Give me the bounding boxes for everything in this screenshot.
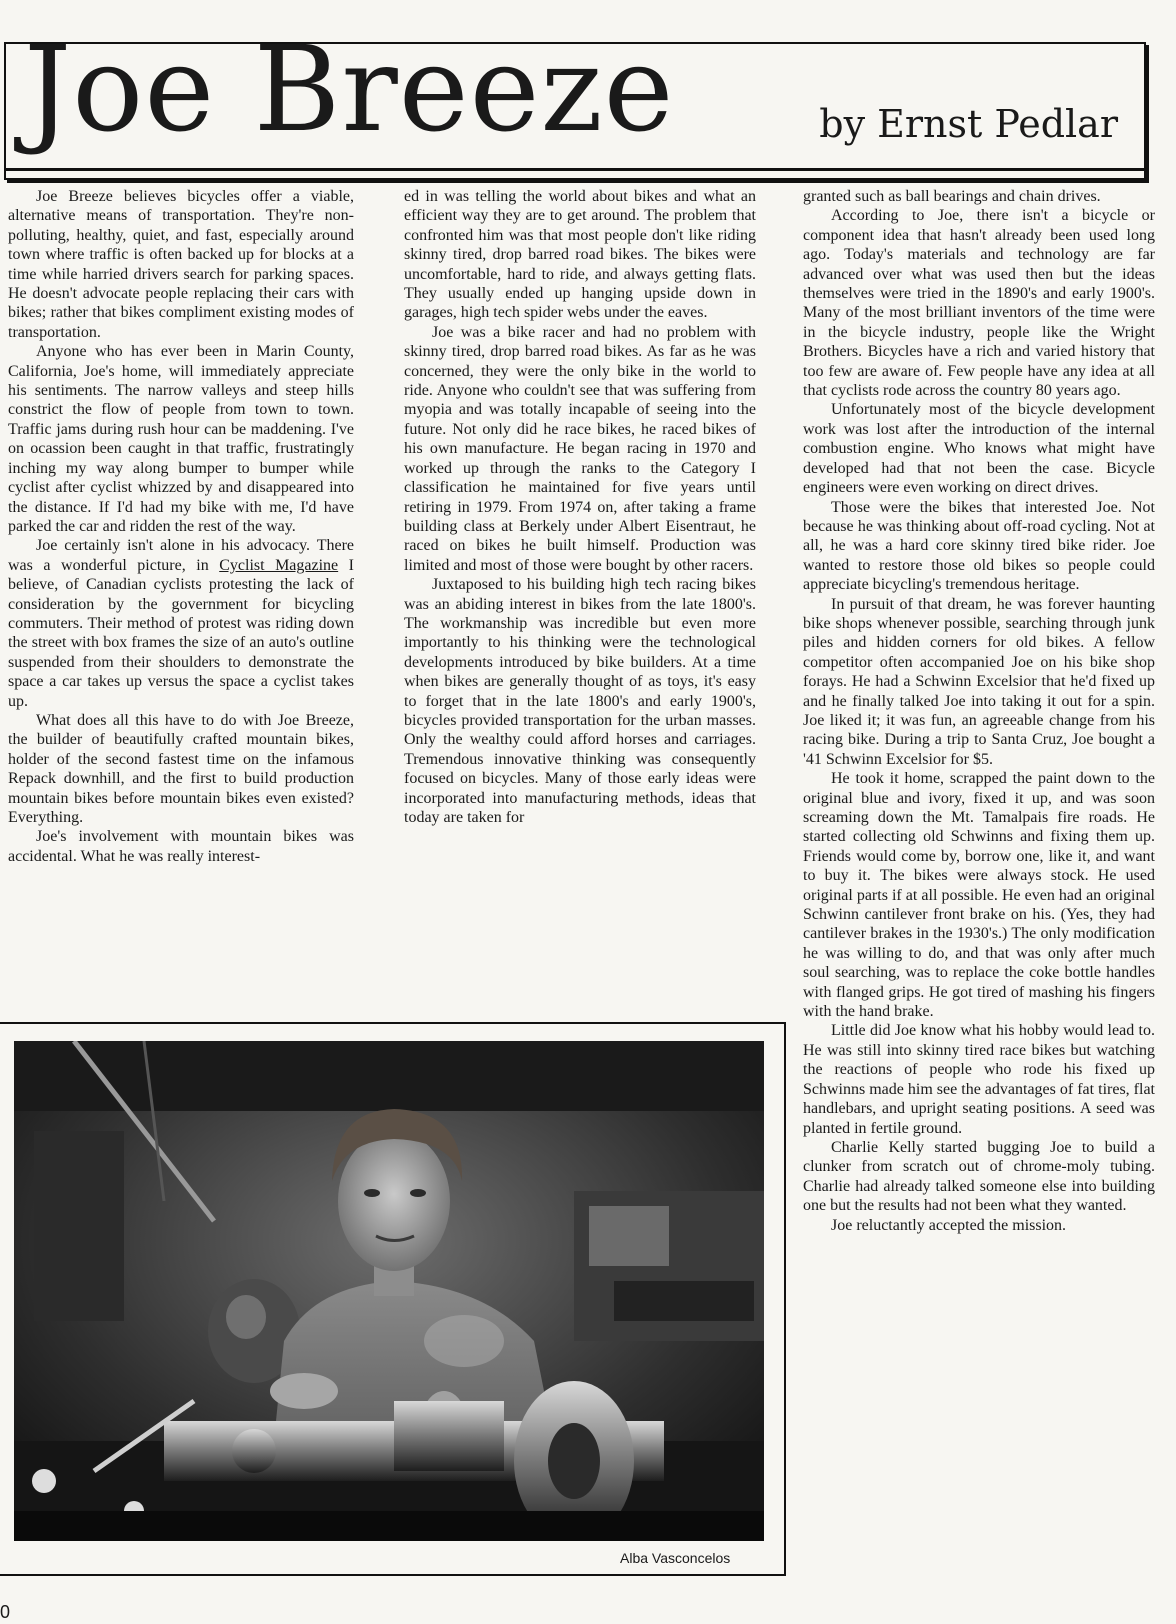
article-title: Joe Breeze — [24, 20, 675, 158]
paragraph: He took it home, scrapped the paint down to the original blue and ivory, fixed it up, and was soon screaming down the Mt. Tamalpais fire roads. He started collecting old Schwinns and fixing them up. Friends would come by, borrow one, like it, and want to buy it. The bikes were always stock. He used original parts if at all possible. He even had an original Schwinn cantilever front brake on his. (Yes, they had cantilever brakes in the 1930's.) The only modification he was willing to do, and that was only after much soul searching, was to replace the coke bottle handles with flanged grips. He got tired of mashing his fingers with the hand brake. — [803, 770, 1155, 1021]
paragraph: Joe reluctantly accepted the mission. — [831, 1216, 1067, 1234]
paragraph: In pursuit of that dream, he was forever haunting bike shops whenever possible, searching through junk piles and hidden corners for old bikes. A fellow competitor often accompanied Joe on his bike shop forays. He had a Schwinn Excelsior that he'd fixed up and he finally talked Joe into taking it out for a spin. Joe liked it; it was fun, an agreeable change from his racing bike. During a trip to Santa Cruz, Joe bought a '41 Schwinn Excelsior for $5. — [803, 595, 1155, 768]
paragraph: Anyone who has ever been in Marin County, California, Joe's home, will immediately appreciate his sentiments. The narrow valleys and steep hills constrict the flow of people from town to town. Traffic jams during rush hour can be maddening. I've on ocassion been caught in that traffic, frustratingly inching my way along bumper to bumper while cyclist after cyclist whizzed by and disappeared into the distance. If I'd had my bike with me, I'd have parked the car and ridden the rest of the way. — [8, 343, 354, 535]
magazine-name: Cyclist Magazine — [219, 556, 339, 574]
paragraph: granted such as ball bearings and chain drives. — [803, 188, 1101, 205]
paragraph-text: I believe, of Canadian cyclists protesting the lack of consideration by the government for bicycling commuters. Their method of protest was riding down the street with box frames the size of an auto's outline suspended from their shoulders to demonstrate the space a car takes up versus the space a cyclist takes up. — [8, 556, 354, 710]
paragraph: ed in was telling the world about bikes and what an efficient way they are to get around. The problem that confronted him was that most people don't like riding skinny tired, drop barred road bikes. The bikes were uncomfortable, hard to ride, and always getting flats. They usually ended up hanging upside down in garages, high tech spider webs under the eaves. — [404, 188, 756, 322]
article-header — [4, 20, 1146, 180]
paragraph: Joe's involvement with mountain bikes was accidental. What he was really interest- — [8, 828, 354, 865]
workshop-photo — [14, 1041, 764, 1541]
text-column-1 — [8, 187, 354, 997]
article-byline: by Ernst Pedlar — [819, 102, 1118, 146]
paragraph: Joe Breeze believes bicycles offer a viable, alternative means of transportation. They're non-polluting, healthy, quiet, and fast, especially around town where traffic is often backed up for blocks at a time while harried drivers search for parking spaces. He doesn't advocate people replacing their cars with bikes; rather that bikes compliment existing modes of transportation. — [8, 188, 354, 341]
paragraph: Charlie Kelly started bugging Joe to build a clunker from scratch out of chrome-moly tubing. Charlie had already talked someone else into building one but the results had not been what they wanted. — [803, 1138, 1155, 1215]
photo-illustration — [14, 1041, 764, 1541]
paragraph: According to Joe, there isn't a bicycle or component idea that hasn't already been used long ago. Today's materials and technology are far advanced over what was used then but the ideas themselves were tried in the 1890's and early 1900's. Many of the most brilliant inventors of the time were in the bicycle industry, people like the Wright Brothers. Bicycles have a rich and varied history that too few are aware of. Few people have any idea at all that cyclists rode across the country 80 years ago. — [803, 207, 1155, 400]
paragraph-text: Joe certainly isn't alone in his advocacy. There was a wonderful picture, in — [8, 537, 354, 574]
photo-credit: Alba Vasconcelos — [620, 1550, 731, 1566]
paragraph: Joe was a bike racer and had no problem with skinny tired, drop barred road bikes. As far as he was concerned, they were the only bike in the world to ride. Anyone who couldn't see that was suffering from myopia and was totally incapable of seeing into the future. Not only did he race bikes, he raced bikes of his own manufacture. He began racing in 1970 and worked up through the ranks to the Category I classification he maintained for five years until retiring in 1979. From 1974 on, after taking a frame building class at Berkely under Albert Eisentraut, he raced on bikes he built himself. Production was limited and most of those were bought by other racers. — [404, 323, 756, 574]
paragraph: Little did Joe know what his hobby would lead to. He was still into skinny tired race bikes but watching the reactions of people who rode his fixed up Schwinns made him see the advantages of fat tires, flat handlebars, and upright seating positions. A seed was planted in fertile ground. — [803, 1022, 1155, 1137]
paragraph: What does all this have to do with Joe Breeze, the builder of beautifully crafted mountain bikes, holder of the second fastest time on the infamous Repack downhill, and the first to build production mountain bikes before mountain bikes even existed? Everything. — [8, 711, 354, 826]
page-number: 0 — [0, 1602, 11, 1622]
paragraph: Unfortunately most of the bicycle development work was lost after the introduction of the internal combustion engine. Who knows what might have developed had that not been the case. Bicycle engineers were even working on direct drives. — [803, 401, 1155, 497]
text-column-3 — [803, 187, 1155, 1569]
paragraph: Juxtaposed to his building high tech racing bikes was an abiding interest in bikes from the late 1800's. The workmanship was incredible but even more importantly to his thinking were the technological developments introduced by bike builders. At a time when bikes are generally thought of as toys, it's easy to forget that in the late 1800's and early 1900's, bicycles provided transportation for the urban masses. Only the wealthy could afford horses and carriages. Tremendous innovative thinking was consequently focused on bicycles. Many of those early ideas were incorporated into manufacturing methods, ideas that today are taken for — [404, 576, 756, 826]
paragraph: Those were the bikes that interested Joe. Not because he was thinking about off-road cycling. Not at all, he was a hard core skinny tired bike rider. Joe wanted to restore those old bikes so people could appreciate bicycling's tremendous heritage. — [803, 498, 1155, 594]
paragraph — [8, 536, 354, 711]
text-column-2 — [404, 187, 756, 1013]
